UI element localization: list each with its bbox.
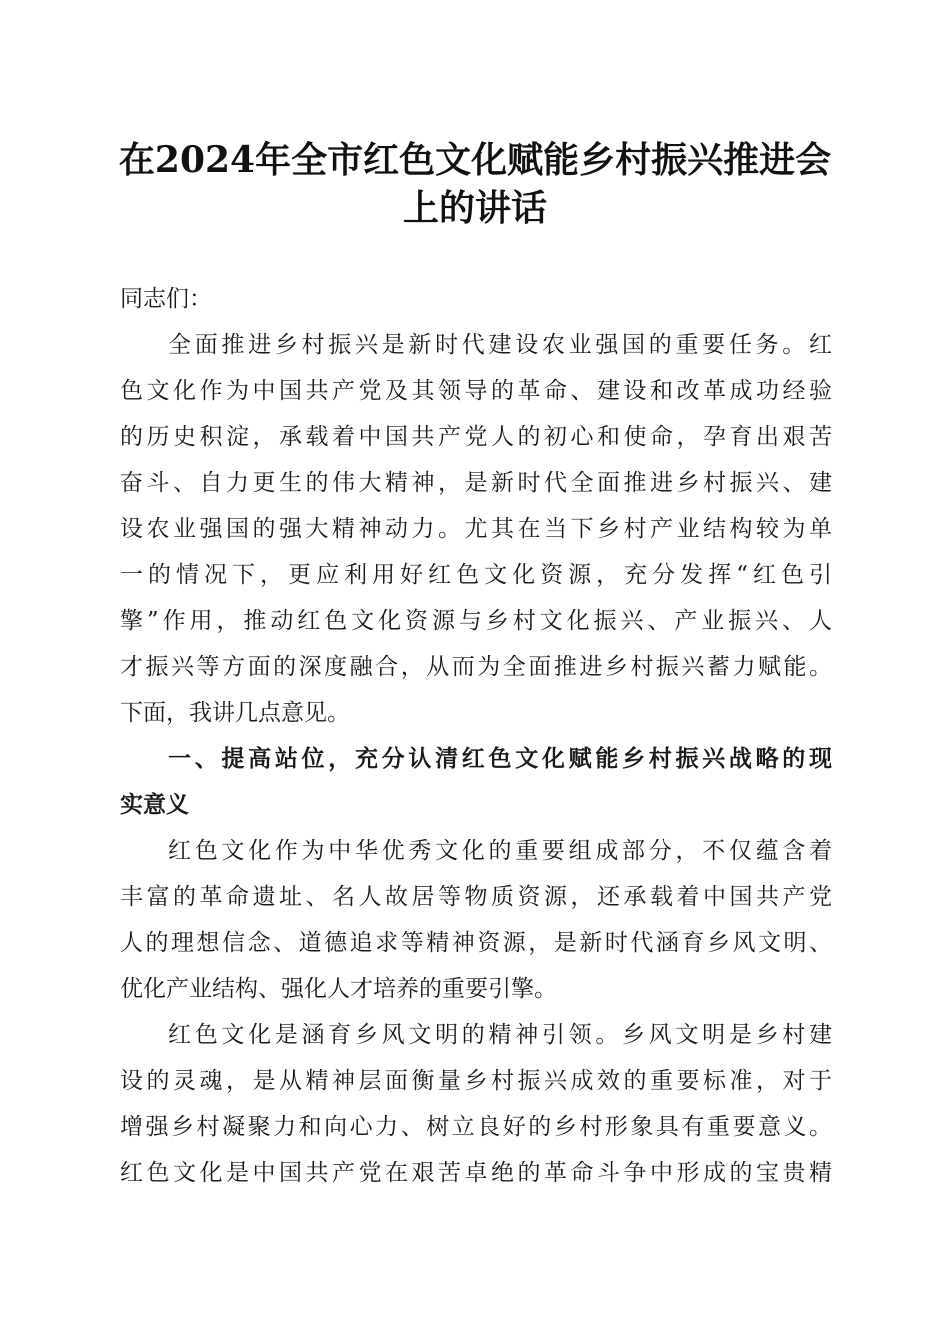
paragraph-line: 设的灵魂，是从精神层面衡量乡村振兴成效的重要标准，对于 [120, 1068, 832, 1094]
paragraph-line: 擎”作用，推动红色文化资源与乡村文化振兴、产业振兴、人 [120, 608, 832, 634]
paragraph-2 [120, 828, 832, 1012]
paragraph-line: 设农业强国的强大精神动力。尤其在当下乡村产业结构较为单 [120, 516, 832, 542]
paragraph-line: 人的理想信念、道德追求等精神资源，是新时代涵育乡风文明、 [120, 930, 832, 956]
paragraph-line: 一的情况下，更应利用好红色文化资源，充分发挥“红色引 [120, 562, 832, 588]
salutation: 同志们： [120, 286, 212, 312]
paragraph-line: 红色文化是涵育乡风文明的精神引领。乡风文明是乡村建 [168, 1022, 832, 1048]
paragraph-line: 增强乡村凝聚力和向心力、树立良好的乡村形象具有重要意义。 [120, 1114, 832, 1140]
heading-line: 一、提高站位，充分认清红色文化赋能乡村振兴战略的现 [168, 746, 832, 772]
document-title [110, 136, 840, 232]
paragraph-line: 的历史积淀，承载着中国共产党人的初心和使命，孕育出艰苦 [120, 424, 832, 450]
title-line-1: 在2024年全市红色文化赋能乡村振兴推进会 [118, 139, 832, 181]
title-line-2: 上的讲话 [402, 187, 547, 229]
paragraph-line: 下面，我讲几点意见。 [120, 700, 350, 726]
heading-line: 实意义 [120, 792, 189, 818]
paragraph-line: 丰富的革命遗址、名人故居等物质资源，还承载着中国共产党 [120, 884, 832, 910]
section-heading-1 [120, 736, 832, 828]
paragraph-line: 才振兴等方面的深度融合，从而为全面推进乡村振兴蓄力赋能。 [120, 654, 832, 680]
paragraph-1 [120, 322, 832, 736]
paragraph-line: 红色文化是中国共产党在艰苦卓绝的革命斗争中形成的宝贵精 [120, 1160, 832, 1186]
paragraph-line: 红色文化作为中华优秀文化的重要组成部分，不仅蕴含着 [168, 838, 832, 864]
paragraph-3 [120, 1012, 832, 1196]
paragraph-line: 全面推进乡村振兴是新时代建设农业强国的重要任务。红 [168, 332, 832, 358]
paragraph-line: 奋斗、自力更生的伟大精神，是新时代全面推进乡村振兴、建 [120, 470, 832, 496]
document-body [120, 276, 832, 1196]
paragraph-line: 优化产业结构、强化人才培养的重要引擎。 [120, 976, 557, 1002]
paragraph-line: 色文化作为中国共产党及其领导的革命、建设和改革成功经验 [120, 378, 832, 404]
